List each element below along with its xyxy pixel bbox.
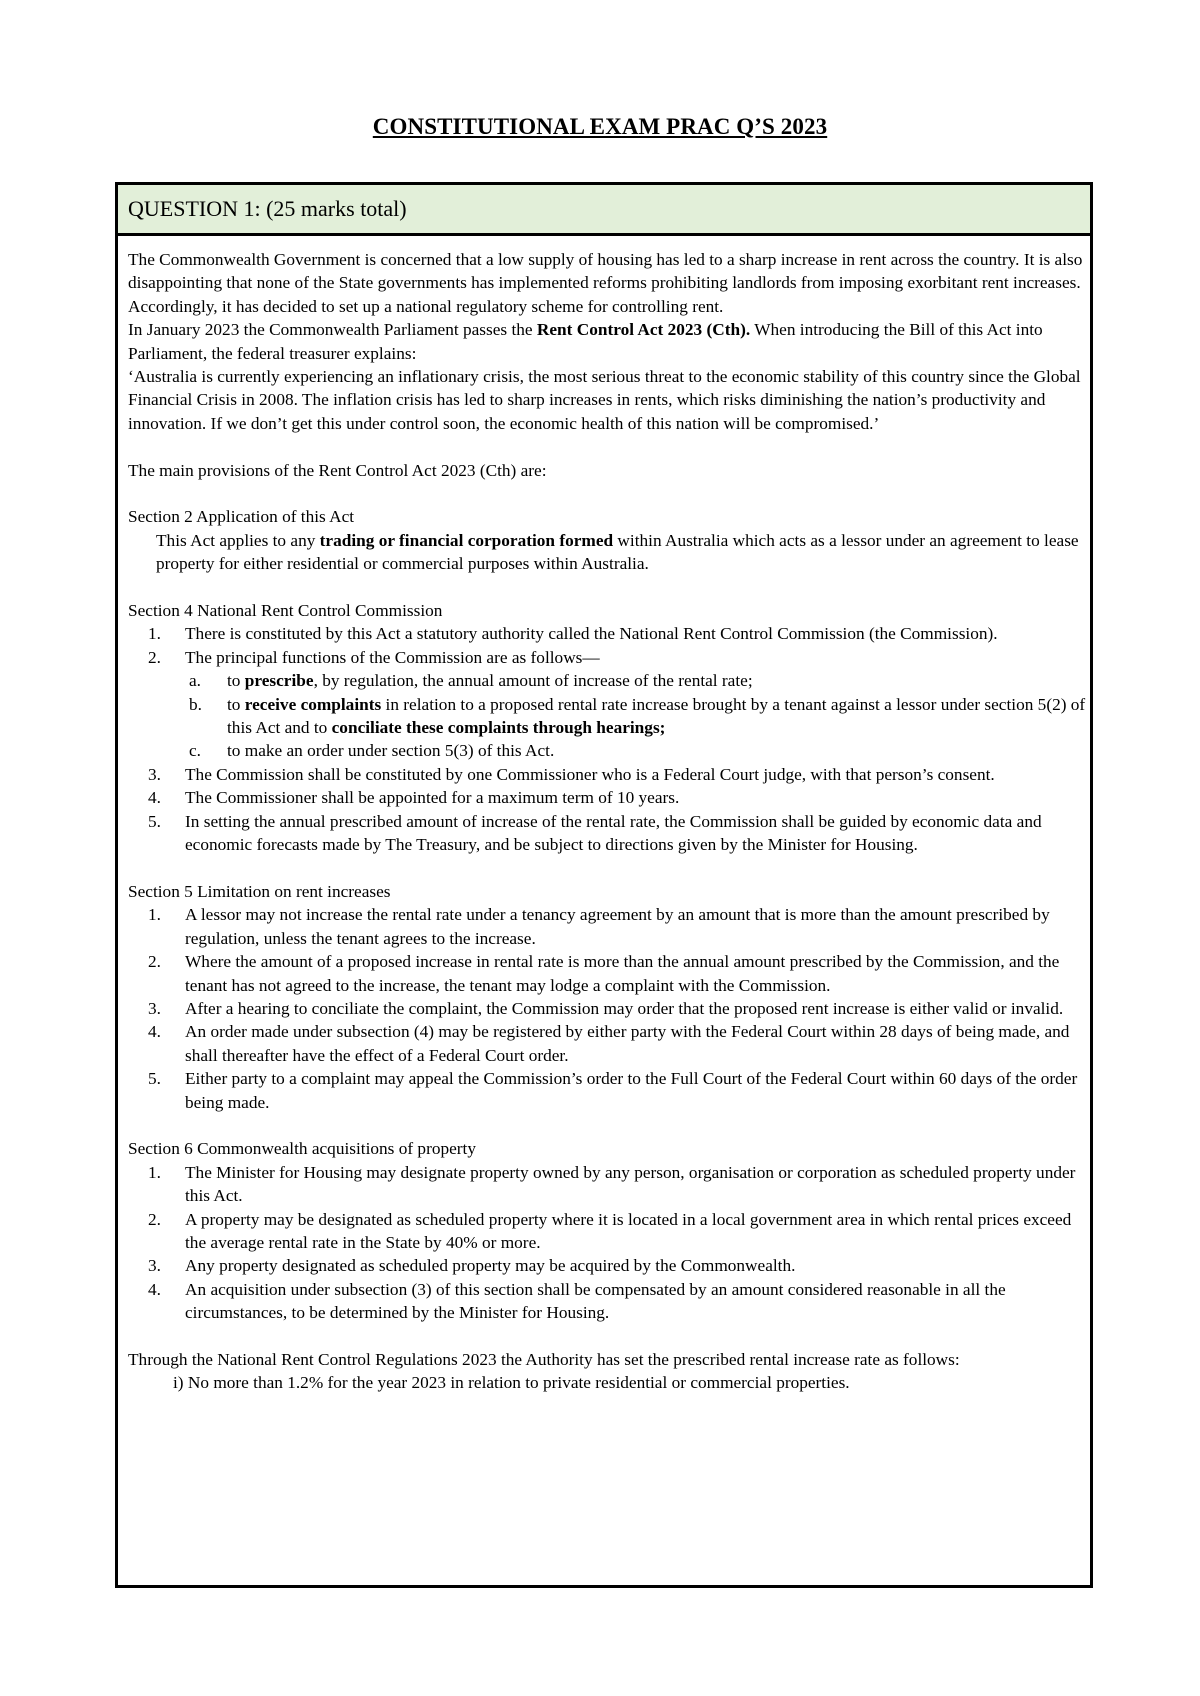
intro-paragraph: The Commonwealth Government is concerned that a low supply of housing has led to a sharp increase in rent across the country. It is also disappointing that none of the State governments has implemented reforms prohibiting landlords from imposing exorbitant rent increases. Accordingly, it has decided to set up a national regulatory scheme for controlling rent.	[128, 250, 1083, 316]
list-item: 1. There is constituted by this Act a statutory authority called the National Rent Control Commission (the Commission).	[148, 624, 998, 644]
list-item: 5. Either party to a complaint may appeal the Commission’s order to the Full Court of the Federal Court within 60 days of the order being made.	[148, 1069, 1078, 1112]
list-item: 4. The Commissioner shall be appointed for a maximum term of 10 years.	[148, 788, 680, 808]
section5-heading: Section 5 Limitation on rent increases	[128, 881, 391, 901]
section5-list	[128, 903, 1090, 1114]
page-title: CONSTITUTIONAL EXAM PRAC Q’S 2023	[372, 114, 828, 139]
provisions-intro: The main provisions of the Rent Control Act 2023 (Cth) are:	[128, 460, 547, 480]
list-item: 4. An order made under subsection (4) may be registered by either party with the Federal Court within 28 days of being made, and shall thereafter have the effect of a Federal Court order.	[148, 1022, 1070, 1065]
section2-text: This Act applies to any trading or financial corporation formed within Australia which acts as a lessor under an agreement to lease property for either residential or commercial purposes within Australia.	[156, 530, 1079, 574]
question-header: QUESTION 1: (25 marks total)	[118, 185, 1090, 236]
list-item: c. to make an order under section 5(3) of this Act.	[189, 741, 555, 761]
list-item: 3. Any property designated as scheduled property may be acquired by the Commonwealth.	[148, 1256, 796, 1276]
list-item: 5. In setting the annual prescribed amount of increase of the rental rate, the Commission shall be guided by economic data and economic forecasts made by The Treasury, and be subject to directions given by the Minister for Housing.	[148, 811, 1042, 855]
section4-list	[128, 622, 1090, 856]
regulation-item: i) No more than 1.2% for the year 2023 in relation to private residential or commercial properties.	[173, 1373, 850, 1393]
section4-sublist	[185, 669, 1090, 763]
question-box	[115, 182, 1093, 1588]
regulations-intro: Through the National Rent Control Regulations 2023 the Authority has set the prescribed rental increase rate as follows:	[128, 1350, 960, 1369]
list-item: a. to prescribe, by regulation, the annual amount of increase of the rental rate;	[189, 671, 753, 691]
list-item: 4. An acquisition under subsection (3) of this section shall be compensated by an amount considered reasonable in all the circumstances, to be determined by the Minister for Housing.	[148, 1279, 1006, 1323]
treasurer-quote: ‘Australia is currently experiencing an inflationary crisis, the most serious threat to the economic stability of this country since the Global Financial Crisis in 2008. The inflation crisis has led to sharp increases in rents, which risks diminishing the nation’s productivity and innovation. If we don’t get this under control soon, the economic health of this nation will be compromised.’	[128, 367, 1081, 433]
list-item: 3. The Commission shall be constituted by one Commissioner who is a Federal Court judge, with that person’s consent.	[148, 764, 995, 784]
list-item: 2. The principal functions of the Commission are as follows— a. to prescribe, by regulation, the annual amount of increase of the rental rate; b. to receive complaints in relation to a proposed rental rate increase brought by a tenant against a lessor under section 5(2) of this Act and to conciliate these complaints through hearings; c. to make an order under section 5(3) of this Act.	[128, 646, 1090, 763]
list-item: 1. The Minister for Housing may designate property owned by any person, organisation or corporation as scheduled property under this Act.	[148, 1162, 1076, 1206]
section2-heading: Section 2 Application of this Act	[128, 507, 355, 527]
list-item: 2. Where the amount of a proposed increase in rental rate is more than the annual amount prescribed by the Commission, and the tenant has not agreed to the increase, the tenant may lodge a complaint with the Commission.	[148, 952, 1060, 995]
section4-heading: Section 4 National Rent Control Commission	[128, 601, 443, 621]
section6-list	[128, 1161, 1090, 1325]
list-item: 1. A lessor may not increase the rental rate under a tenancy agreement by an amount that is more than the amount prescribed by regulation, unless the tenant agrees to the increase.	[148, 905, 1050, 948]
list-item: b. to receive complaints in relation to a proposed rental rate increase brought by a tenant against a lessor under section 5(2) of this Act and to conciliate these complaints through hearings;	[189, 694, 1086, 738]
section6-heading: Section 6 Commonwealth acquisitions of property	[128, 1139, 476, 1159]
list-item: 3. After a hearing to conciliate the complaint, the Commission may order that the proposed rent increase is either valid or invalid.	[148, 998, 1064, 1018]
passage-paragraph: In January 2023 the Commonwealth Parliament passes the Rent Control Act 2023 (Cth). When introducing the Bill of this Act into Parliament, the federal treasurer explains:	[128, 320, 1043, 363]
list-item: 2. A property may be designated as scheduled property where it is located in a local government area in which rental prices exceed the average rental rate in the State by 40% or more.	[148, 1209, 1072, 1252]
question-body	[118, 236, 1090, 1395]
